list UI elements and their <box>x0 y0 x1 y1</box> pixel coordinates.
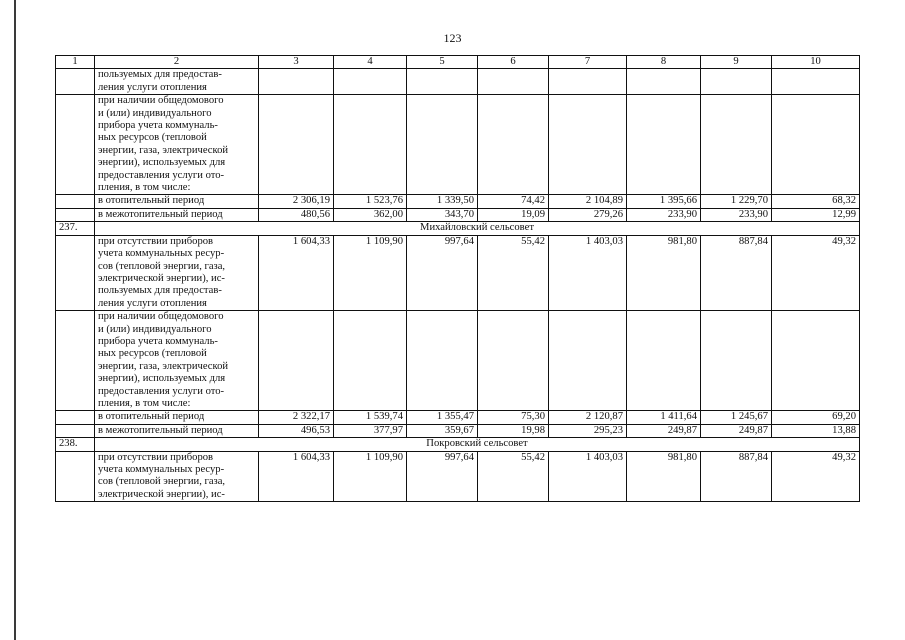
row-label-line: предоставления услуги ото- <box>98 385 225 397</box>
row-label-line: пления, в том числе: <box>98 397 191 409</box>
table-row <box>56 424 860 437</box>
row-label <box>95 451 259 502</box>
row-number: 238. <box>56 438 95 451</box>
header-cell: 1 <box>56 56 95 69</box>
value-cell <box>627 69 701 95</box>
value-cell <box>549 69 627 95</box>
row-label-line: и (или) индивидуального <box>98 107 212 119</box>
value-cell: 887,84 <box>701 235 772 310</box>
value-cell: 1 539,74 <box>334 411 407 424</box>
row-label-line: при наличии общедомового <box>98 311 224 323</box>
value-cell: 1 411,64 <box>627 411 701 424</box>
value-cell: 496,53 <box>259 424 334 437</box>
row-label-line: сов (тепловой энергии, газа, <box>98 260 226 272</box>
header-cell: 2 <box>95 56 259 69</box>
value-cell: 249,87 <box>701 424 772 437</box>
row-label-line: пления, в том числе: <box>98 182 191 194</box>
value-cell: 2 322,17 <box>259 411 334 424</box>
row-label-line: в межотопительный период <box>98 208 223 220</box>
value-cell: 480,56 <box>259 208 334 221</box>
value-cell: 1 403,03 <box>549 235 627 310</box>
header-cell: 4 <box>334 56 407 69</box>
value-cell: 1 245,67 <box>701 411 772 424</box>
value-cell: 2 306,19 <box>259 195 334 208</box>
row-label-line: при наличии общедомового <box>98 95 224 107</box>
row-label <box>95 235 259 310</box>
value-cell <box>478 311 549 411</box>
row-number <box>56 95 95 195</box>
row-label <box>95 424 259 437</box>
row-number <box>56 451 95 502</box>
value-cell <box>407 311 478 411</box>
section-row <box>56 438 860 451</box>
row-label-line: ных ресурсов (тепловой <box>98 348 207 360</box>
row-label-line: сов (тепловой энергии, газа, <box>98 476 226 488</box>
value-cell: 887,84 <box>701 451 772 502</box>
table-row <box>56 451 860 502</box>
row-label <box>95 311 259 411</box>
value-cell: 377,97 <box>334 424 407 437</box>
table-row <box>56 69 860 95</box>
value-cell: 249,87 <box>627 424 701 437</box>
value-cell: 295,23 <box>549 424 627 437</box>
header-cell: 8 <box>627 56 701 69</box>
value-cell <box>259 311 334 411</box>
tariff-table <box>55 55 860 502</box>
row-label <box>95 208 259 221</box>
value-cell: 343,70 <box>407 208 478 221</box>
value-cell: 233,90 <box>627 208 701 221</box>
value-cell: 68,32 <box>772 195 860 208</box>
table-row <box>56 208 860 221</box>
row-number <box>56 235 95 310</box>
value-cell: 13,88 <box>772 424 860 437</box>
value-cell <box>627 95 701 195</box>
row-number <box>56 311 95 411</box>
value-cell <box>407 95 478 195</box>
value-cell <box>259 95 334 195</box>
header-cell: 5 <box>407 56 478 69</box>
value-cell <box>334 95 407 195</box>
header-row <box>56 56 860 69</box>
value-cell <box>772 69 860 95</box>
value-cell <box>334 311 407 411</box>
row-number <box>56 424 95 437</box>
value-cell: 1 109,90 <box>334 451 407 502</box>
row-number <box>56 411 95 424</box>
row-label-line: и (или) индивидуального <box>98 323 212 335</box>
row-number: 237. <box>56 222 95 235</box>
header-cell: 7 <box>549 56 627 69</box>
value-cell <box>549 95 627 195</box>
row-label-line: при отсутствии приборов <box>98 451 214 463</box>
table-row <box>56 195 860 208</box>
value-cell: 981,80 <box>627 235 701 310</box>
value-cell: 2 104,89 <box>549 195 627 208</box>
value-cell <box>478 69 549 95</box>
page-number: 123 <box>443 31 462 45</box>
row-number <box>56 208 95 221</box>
value-cell: 2 120,87 <box>549 411 627 424</box>
row-label <box>95 95 259 195</box>
section-row <box>56 222 860 235</box>
value-cell: 1 604,33 <box>259 451 334 502</box>
value-cell <box>627 311 701 411</box>
value-cell: 1 403,03 <box>549 451 627 502</box>
table-row <box>56 411 860 424</box>
row-label-line: энергии, газа, электрической <box>98 360 229 372</box>
value-cell: 55,42 <box>478 235 549 310</box>
scan-edge-line <box>14 0 16 640</box>
value-cell: 997,64 <box>407 451 478 502</box>
row-label-line: в отопительный период <box>98 195 205 207</box>
row-label <box>95 69 259 95</box>
value-cell: 1 339,50 <box>407 195 478 208</box>
row-label <box>95 411 259 424</box>
value-cell <box>259 69 334 95</box>
value-cell: 75,30 <box>478 411 549 424</box>
value-cell <box>701 95 772 195</box>
header-cell: 6 <box>478 56 549 69</box>
value-cell <box>701 69 772 95</box>
row-label-line: энергии), используемых для <box>98 373 226 385</box>
header-cell: 10 <box>772 56 860 69</box>
value-cell <box>772 95 860 195</box>
value-cell <box>407 69 478 95</box>
value-cell: 1 395,66 <box>627 195 701 208</box>
row-label-line: энергии, газа, электрической <box>98 144 229 156</box>
row-label-line: энергии), используемых для <box>98 157 226 169</box>
value-cell <box>334 69 407 95</box>
row-label-line: учета коммунальных ресур- <box>98 464 225 475</box>
row-label-line: прибора учета коммуналь- <box>98 120 218 132</box>
row-label <box>95 195 259 208</box>
value-cell: 279,26 <box>549 208 627 221</box>
value-cell: 12,99 <box>772 208 860 221</box>
row-label-line: электрической энергии), ис- <box>98 272 225 284</box>
table-row <box>56 95 860 195</box>
value-cell <box>478 95 549 195</box>
value-cell: 1 604,33 <box>259 235 334 310</box>
value-cell <box>549 311 627 411</box>
value-cell: 74,42 <box>478 195 549 208</box>
row-label-line: ления услуги отопления <box>98 81 207 93</box>
row-label-line: учета коммунальных ресур- <box>98 248 225 260</box>
value-cell: 997,64 <box>407 235 478 310</box>
value-cell: 981,80 <box>627 451 701 502</box>
header-cell: 3 <box>259 56 334 69</box>
value-cell: 1 523,76 <box>334 195 407 208</box>
row-label-line: в межотопительный период <box>98 424 223 436</box>
value-cell: 359,67 <box>407 424 478 437</box>
value-cell <box>701 311 772 411</box>
row-label-line: электрической энергии), ис- <box>98 488 225 500</box>
value-cell: 55,42 <box>478 451 549 502</box>
value-cell <box>772 311 860 411</box>
header-cell: 9 <box>701 56 772 69</box>
row-label-line: в отопительный период <box>98 411 205 423</box>
row-number <box>56 69 95 95</box>
table-row <box>56 311 860 411</box>
row-label-line: при отсутствии приборов <box>98 235 214 247</box>
row-label-line: пользуемых для предостав- <box>98 69 222 81</box>
row-label-line: пользуемых для предостав- <box>98 285 222 297</box>
section-title: Покровский сельсовет <box>95 438 860 451</box>
table-row <box>56 235 860 310</box>
row-label-line: ления услуги отопления <box>98 297 207 309</box>
section-title: Михайловский сельсовет <box>95 222 860 235</box>
row-label-line: ных ресурсов (тепловой <box>98 132 207 144</box>
table-body <box>56 56 860 502</box>
row-label-line: предоставления услуги ото- <box>98 169 225 181</box>
value-cell: 362,00 <box>334 208 407 221</box>
value-cell: 49,32 <box>772 235 860 310</box>
value-cell: 1 109,90 <box>334 235 407 310</box>
row-label-line: прибора учета коммуналь- <box>98 335 218 347</box>
value-cell: 69,20 <box>772 411 860 424</box>
value-cell: 233,90 <box>701 208 772 221</box>
value-cell: 19,09 <box>478 208 549 221</box>
value-cell: 1 355,47 <box>407 411 478 424</box>
row-number <box>56 195 95 208</box>
value-cell: 49,32 <box>772 451 860 502</box>
value-cell: 19,98 <box>478 424 549 437</box>
value-cell: 1 229,70 <box>701 195 772 208</box>
